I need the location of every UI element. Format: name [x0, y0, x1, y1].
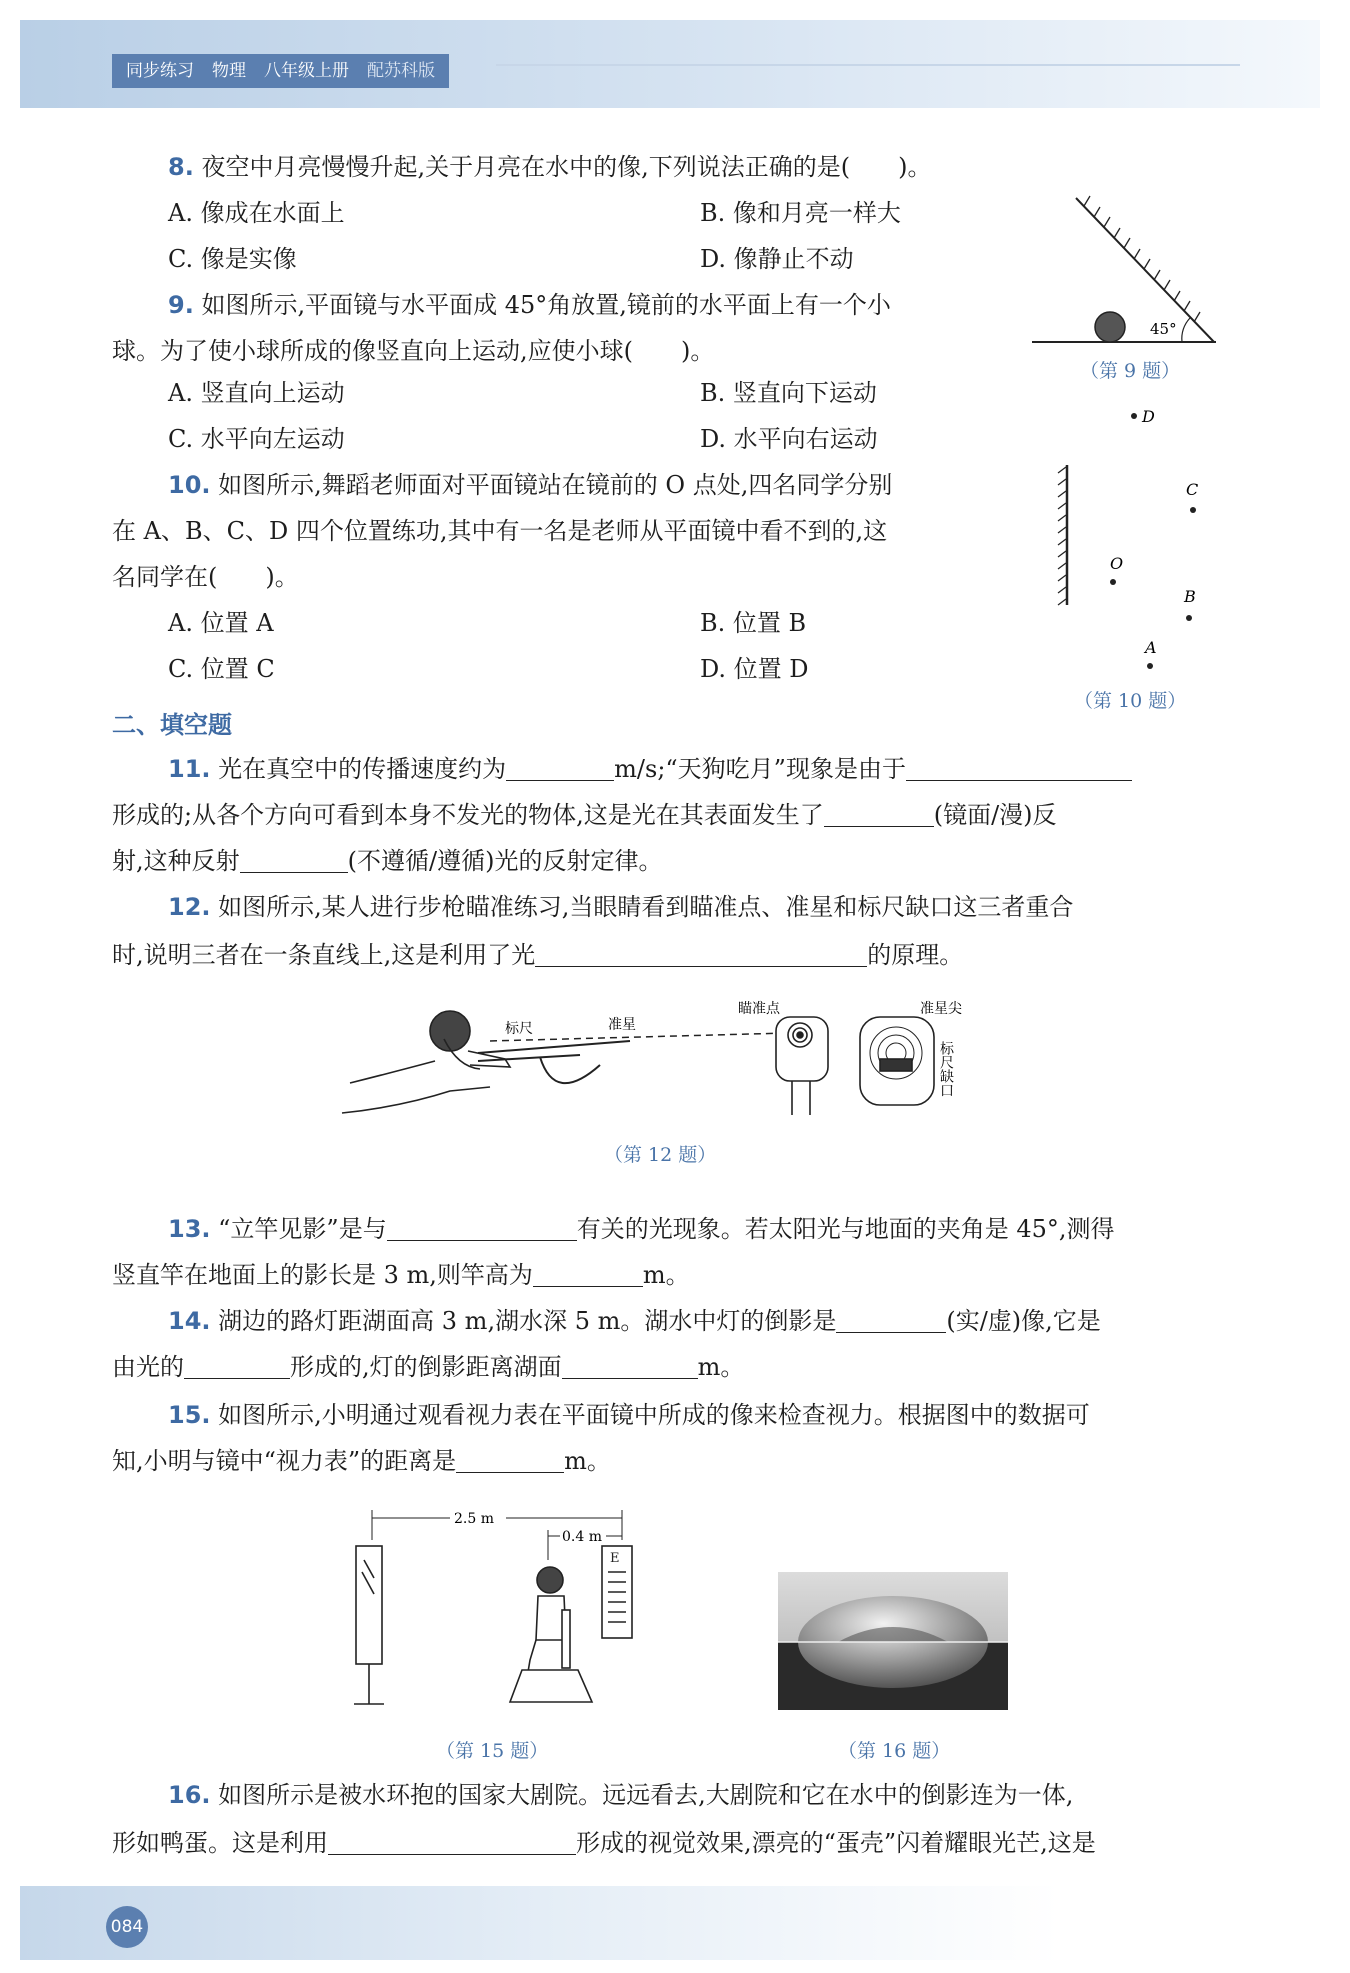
q16-caption: （第 16 题）	[838, 1740, 951, 1762]
label-aim-point: 瞄准点	[738, 1001, 780, 1017]
point-o	[1110, 579, 1116, 585]
edition: 配苏科版	[367, 61, 435, 81]
sight-line	[490, 1033, 788, 1041]
q12-figure	[340, 995, 1000, 1125]
q9-option-a: A. 竖直向上运动	[168, 379, 345, 407]
q16-blank[interactable]	[328, 1827, 576, 1855]
q8-option-d: D. 像静止不动	[700, 245, 854, 273]
q15-caption: （第 15 题）	[436, 1740, 549, 1762]
q10-figure	[1050, 395, 1220, 680]
q9-option-d: D. 水平向右运动	[700, 425, 878, 453]
q13-blank-1[interactable]	[387, 1213, 577, 1241]
q14-blank-3[interactable]	[562, 1351, 698, 1379]
q12-blank[interactable]	[535, 939, 867, 967]
q14-line1: 14. 湖边的路灯距湖面高 3 m,湖水深 5 m。湖水中灯的倒影是 (实/虚)像,它是	[168, 1307, 1101, 1335]
q10-option-a: A. 位置 A	[168, 609, 274, 637]
grade: 八年级上册	[264, 61, 349, 81]
q16-line1: 16. 如图所示是被水环抱的国家大剧院。远远看去,大剧院和它在水中的倒影连为一体,	[168, 1781, 1074, 1809]
q13-line1: 13. “立竿见影”是与 有关的光现象。若太阳光与地面的夹角是 45°,测得	[168, 1215, 1115, 1243]
q9-option-c: C. 水平向左运动	[168, 425, 345, 453]
q15-line2: 知,小明与镜中“视力表”的距离是 m。	[112, 1447, 611, 1475]
q9-stem-line1: 9. 如图所示,平面镜与水平面成 45°角放置,镜前的水平面上有一个小	[168, 291, 891, 319]
eye-chart-icon	[602, 1546, 632, 1638]
svg-text:A: A	[1145, 638, 1157, 657]
ball-icon	[1095, 312, 1125, 342]
point-c	[1190, 507, 1196, 513]
q10-stem-line2: 在 A、B、C、D 四个位置练功,其中有一名是老师从平面镜中看不到的,这	[112, 517, 888, 545]
point-b	[1186, 615, 1192, 621]
q10-stem-line1: 10. 如图所示,舞蹈老师面对平面镜站在镜前的 O 点处,四名同学分别	[168, 471, 893, 499]
q8-option-a: A. 像成在水面上	[168, 199, 345, 227]
q10-option-c: C. 位置 C	[168, 655, 275, 683]
q15-blank[interactable]	[456, 1445, 564, 1473]
label-front-tip: 准星尖	[920, 1001, 962, 1017]
label-front-sight: 准星	[608, 1017, 636, 1033]
q9-figure	[1028, 190, 1228, 350]
q11-blank-3[interactable]	[824, 799, 934, 827]
svg-text:D: D	[1142, 407, 1155, 426]
subject: 物理	[212, 61, 246, 81]
q14-line2: 由光的 形成的,灯的倒影距离湖面 m。	[112, 1353, 745, 1381]
angle-label: 45°	[1150, 320, 1177, 338]
q12-line2: 时,说明三者在一条直线上,这是利用了光 的原理。	[112, 941, 964, 969]
q9-option-b: B. 竖直向下运动	[700, 379, 877, 407]
header-tag	[112, 54, 449, 88]
header-rule	[496, 64, 1240, 66]
q11-line2: 形成的;从各个方向可看到本身不发光的物体,这是光在其表面发生了 (镜面/漫)反	[112, 801, 1057, 829]
q8-stem: 8. 夜空中月亮慢慢升起,关于月亮在水中的像,下列说法正确的是( )。	[168, 153, 932, 181]
boy-on-chair	[510, 1567, 592, 1702]
q10-option-d: D. 位置 D	[700, 655, 809, 683]
q11-line1: 11. 光在真空中的传播速度约为 m/s;“天狗吃月”现象是由于	[168, 752, 1132, 786]
q15-line1: 15. 如图所示,小明通过观看视力表在平面镜中所成的像来检查视力。根据图中的数据可	[168, 1401, 1090, 1429]
svg-text:O: O	[1110, 554, 1124, 573]
q10-stem-line3: 名同学在( )。	[112, 563, 299, 591]
q10-option-b: B. 位置 B	[700, 609, 807, 637]
q8-option-b: B. 像和月亮一样大	[700, 199, 901, 227]
q16-line2: 形如鸭蛋。这是利用 形成的视觉效果,漂亮的“蛋壳”闪着耀眼光芒,这是	[112, 1829, 1096, 1857]
svg-text:C: C	[1186, 480, 1199, 499]
grand-theatre-photo	[778, 1572, 1008, 1710]
q15-figure	[340, 1500, 640, 1712]
target-stand	[776, 1017, 828, 1115]
q13-line2: 竖直竿在地面上的影长是 3 m,则竿高为 m。	[112, 1261, 690, 1289]
q13-blank-2[interactable]	[533, 1259, 643, 1287]
point-a	[1147, 663, 1153, 669]
section-title: 二、填空题	[112, 711, 232, 739]
mirror-stand	[354, 1546, 384, 1704]
page-number: 084	[106, 1906, 148, 1948]
book-title: 同步练习	[126, 61, 194, 81]
q9-caption: （第 9 题）	[1080, 360, 1181, 382]
sight-view	[860, 1017, 934, 1105]
label-rear-sight: 标尺	[505, 1021, 533, 1037]
svg-text:Е: Е	[610, 1551, 620, 1566]
q11-blank-4[interactable]	[240, 845, 348, 873]
q12-line1: 12. 如图所示,某人进行步枪瞄准练习,当眼睛看到瞄准点、准星和标尺缺口这三者重合	[168, 893, 1074, 921]
svg-text:B: B	[1184, 587, 1196, 606]
q11-blank-2[interactable]	[906, 753, 1132, 781]
q8-option-c: C. 像是实像	[168, 245, 297, 273]
point-d	[1131, 413, 1137, 419]
q12-caption: （第 12 题）	[604, 1144, 717, 1166]
rifle	[478, 1041, 630, 1083]
footer-band	[20, 1886, 1320, 1960]
dimension-2-5m: 2.5 m	[454, 1511, 494, 1527]
q9-stem-line2: 球。为了使小球所成的像竖直向上运动,应使小球( )。	[112, 337, 715, 365]
q11-blank-1[interactable]	[506, 753, 614, 781]
label-notch: 标尺缺口	[938, 1041, 954, 1097]
dimension-0-4m: 0.4 m	[562, 1529, 602, 1545]
shooter	[342, 1011, 510, 1113]
q14-blank-2[interactable]	[184, 1351, 290, 1379]
q10-caption: （第 10 题）	[1074, 690, 1187, 712]
q11-line3: 射,这种反射 (不遵循/遵循)光的反射定律。	[112, 847, 663, 875]
q14-blank-1[interactable]	[836, 1305, 946, 1333]
